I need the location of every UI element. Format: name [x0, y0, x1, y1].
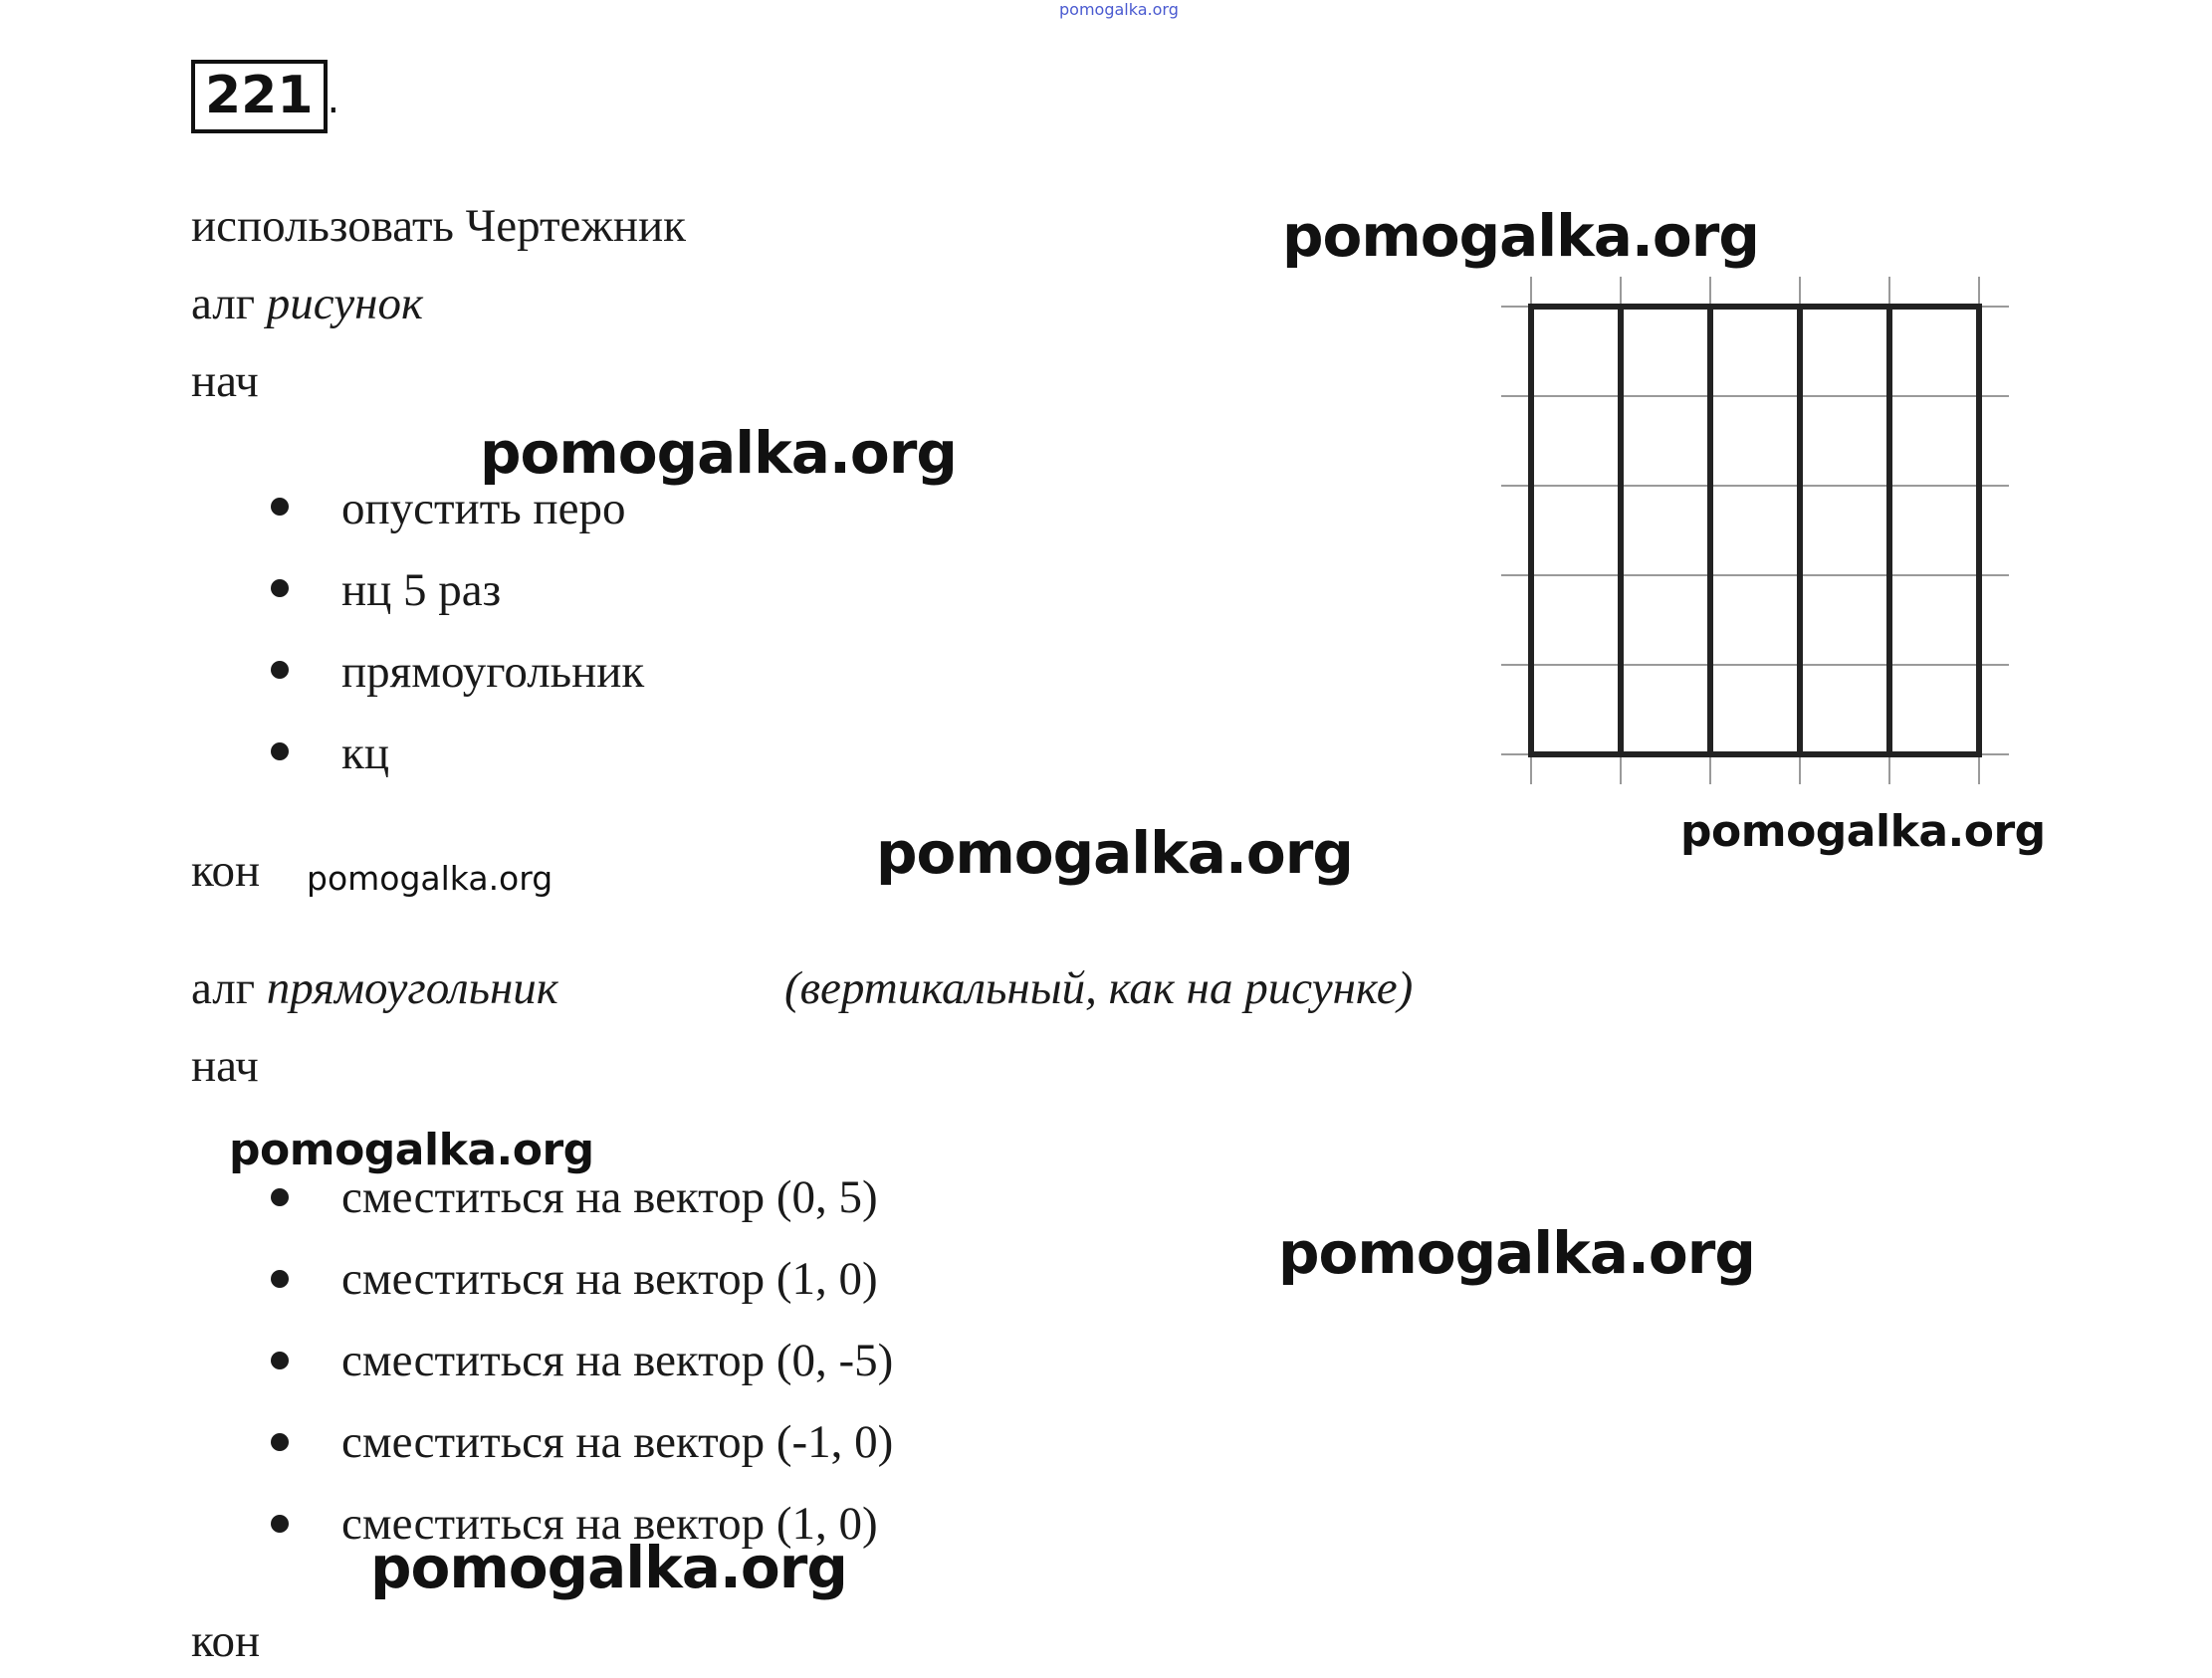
drawing-figure — [1501, 277, 2039, 814]
watermark: pomogalka.org — [1278, 1219, 1755, 1287]
watermark: pomogalka.org — [480, 419, 957, 487]
watermark: pomogalka.org — [1282, 202, 1759, 270]
bullet-icon — [271, 498, 289, 516]
bullet-icon — [271, 661, 289, 679]
task-number — [191, 68, 339, 124]
task-number-dot: . — [327, 77, 340, 122]
bullet-icon — [271, 579, 289, 597]
task-number-box: 221 — [191, 60, 328, 133]
alg-name: рисунок — [266, 278, 423, 329]
step-item: сместиться на вектор (0, 5) — [341, 1171, 878, 1223]
bullet-icon — [271, 1433, 289, 1451]
end-keyword-2: кон — [191, 1615, 261, 1667]
watermark: pomogalka.org — [876, 819, 1353, 887]
drawn-rectangle — [1531, 307, 1621, 754]
step-item: сместиться на вектор (-1, 0) — [341, 1416, 894, 1468]
begin-keyword-1: нач — [191, 355, 259, 407]
bullet-icon — [271, 1352, 289, 1369]
step-item: опустить перо — [341, 483, 626, 534]
step-item: сместиться на вектор (1, 0) — [341, 1253, 878, 1305]
step-item: сместиться на вектор (1, 0) — [341, 1498, 878, 1550]
alg-comment: (вертикальный, как на рисунке) — [784, 962, 1414, 1014]
watermark-top: pomogalka.org — [1059, 0, 1179, 19]
bullet-icon — [271, 1188, 289, 1206]
use-line: использовать Чертежник — [191, 200, 686, 252]
watermark: pomogalka.org — [307, 859, 553, 898]
drawn-rectangle — [1889, 307, 1979, 754]
drawn-rectangle — [1621, 307, 1710, 754]
alg-line-2 — [191, 962, 558, 1014]
step-item: нц 5 раз — [341, 564, 502, 616]
alg-keyword: алг — [191, 962, 256, 1014]
begin-keyword-2: нач — [191, 1040, 259, 1092]
end-keyword-1: кон — [191, 845, 261, 897]
grid-drawing — [1501, 277, 2039, 814]
drawn-rectangle — [1710, 307, 1800, 754]
alg-line-1 — [191, 278, 423, 329]
alg-name: прямоугольник — [266, 962, 558, 1014]
bullet-icon — [271, 1515, 289, 1533]
bullet-icon — [271, 1270, 289, 1288]
step-item: кц — [341, 728, 389, 779]
step-item: сместиться на вектор (0, -5) — [341, 1335, 894, 1386]
bullet-icon — [271, 742, 289, 760]
watermark: pomogalka.org — [229, 1125, 594, 1175]
alg-keyword: алг — [191, 278, 256, 329]
step-item: прямоугольник — [341, 646, 645, 698]
watermark: pomogalka.org — [1680, 806, 2046, 857]
drawn-rectangle — [1800, 307, 1889, 754]
watermark: pomogalka.org — [370, 1534, 847, 1601]
